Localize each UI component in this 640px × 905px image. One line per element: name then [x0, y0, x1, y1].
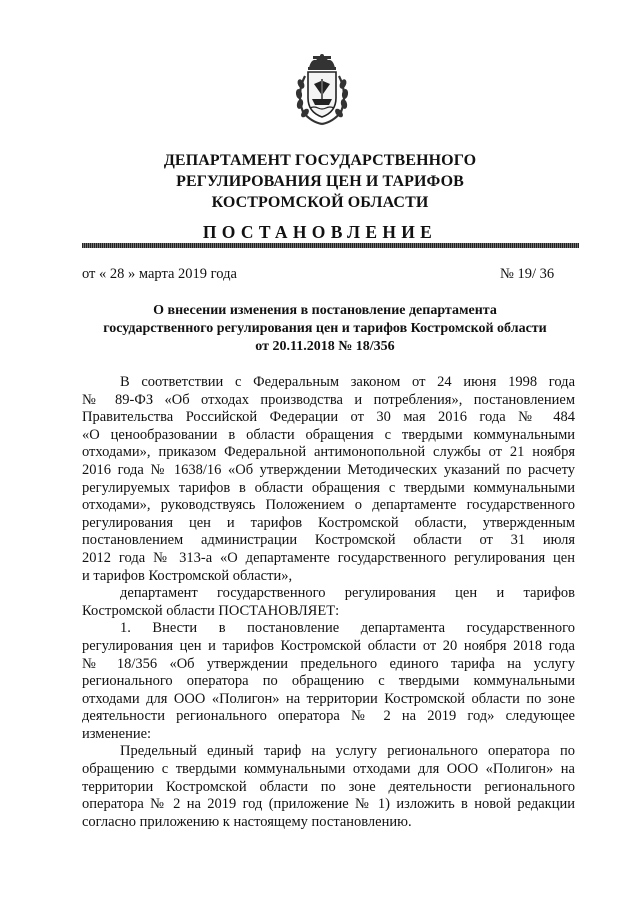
title-line: О внесении изменения в постановление департамента [153, 303, 497, 318]
document-number: № 19/ 36 [500, 266, 555, 282]
body-line: 1. Внести в постановление департамента государственного [120, 620, 575, 637]
body-line: оператора № 2 на 2019 год (приложение № 1) изложить в новой редакции [82, 796, 575, 813]
title-line: государственного регулирования цен и тарифов Костромской области [103, 321, 547, 336]
body-line: согласно приложению к настоящему постановлению. [82, 813, 412, 830]
body-line: регулирования цен и тарифов Костромской области от 20 ноября 2018 года [82, 637, 575, 654]
body-line: отходами для ООО «Полигон» на территории Костромской области по зоне [82, 690, 575, 707]
body-line: отходами», руководствуясь Положением о департаменте государственного [82, 497, 575, 514]
document-title [70, 302, 580, 356]
body-line: В соответствии с Федеральным законом от 24 июня 1998 года [120, 374, 575, 390]
body-line: регионального оператора по обращению с твердыми коммунальными [82, 673, 575, 690]
body-line: обращению с твердыми коммунальными отходами для ООО «Полигон» на [82, 761, 575, 778]
body-line: регулирования цен и тарифов Костромской области, утвержденным [82, 514, 575, 531]
department-header [0, 150, 640, 213]
body-line: отходами», приказом Федеральной антимонопольной службы от 21 ноября [82, 444, 575, 461]
header-line: РЕГУЛИРОВАНИЯ ЦЕН И ТАРИФОВ [176, 173, 464, 190]
body-line: деятельности регионального оператора № 2 на 2019 год» следующее [82, 708, 575, 725]
body-line: постановлением администрации Костромской области от 31 июля [82, 532, 575, 549]
document-date: от « 28 » марта 2019 года [82, 266, 237, 282]
body-line: департамент государственного регулирования цен и тарифов [120, 585, 575, 602]
body-line: изменение: [82, 725, 152, 742]
header-line: ДЕПАРТАМЕНТ ГОСУДАРСТВЕННОГО [163, 152, 477, 169]
header-divider [82, 243, 579, 248]
body-line: Костромской области ПОСТАНОВЛЯЕТ: [82, 602, 340, 619]
header-line: КОСТРОМСКОЙ ОБЛАСТИ [211, 194, 429, 211]
body-line: Предельный единый тариф на услугу регионального оператора по [120, 743, 575, 760]
body-line: «О ценообразовании в области обращения с твердыми коммунальными [82, 426, 575, 443]
body-line: № 89-ФЗ «Об отходах производства и потребления», постановлением [82, 391, 575, 408]
document-type: ПОСТАНОВЛЕНИЕ [202, 222, 438, 242]
body-line: Правительства Российской Федерации от 30 мая 2016 года № 484 [82, 409, 575, 426]
body-line: № 18/356 «Об утверждении предельного единого тарифа на услугу [82, 655, 575, 672]
body-line: территории Костромской области по зоне деятельности регионального [82, 778, 575, 795]
body-line: 2012 года № 313-а «О департаменте государственного регулирования цен [82, 549, 575, 566]
body-line: регулируемых тарифов в области обращения с твердыми коммунальными [82, 479, 575, 496]
document-body [82, 374, 575, 831]
coat-of-arms-icon [293, 54, 351, 126]
body-line: 2016 года № 1638/16 «Об утверждении Методических указаний по расчету [82, 461, 575, 478]
title-line: от 20.11.2018 № 18/356 [255, 339, 395, 354]
body-line: и тарифов Костромской области», [82, 567, 293, 584]
